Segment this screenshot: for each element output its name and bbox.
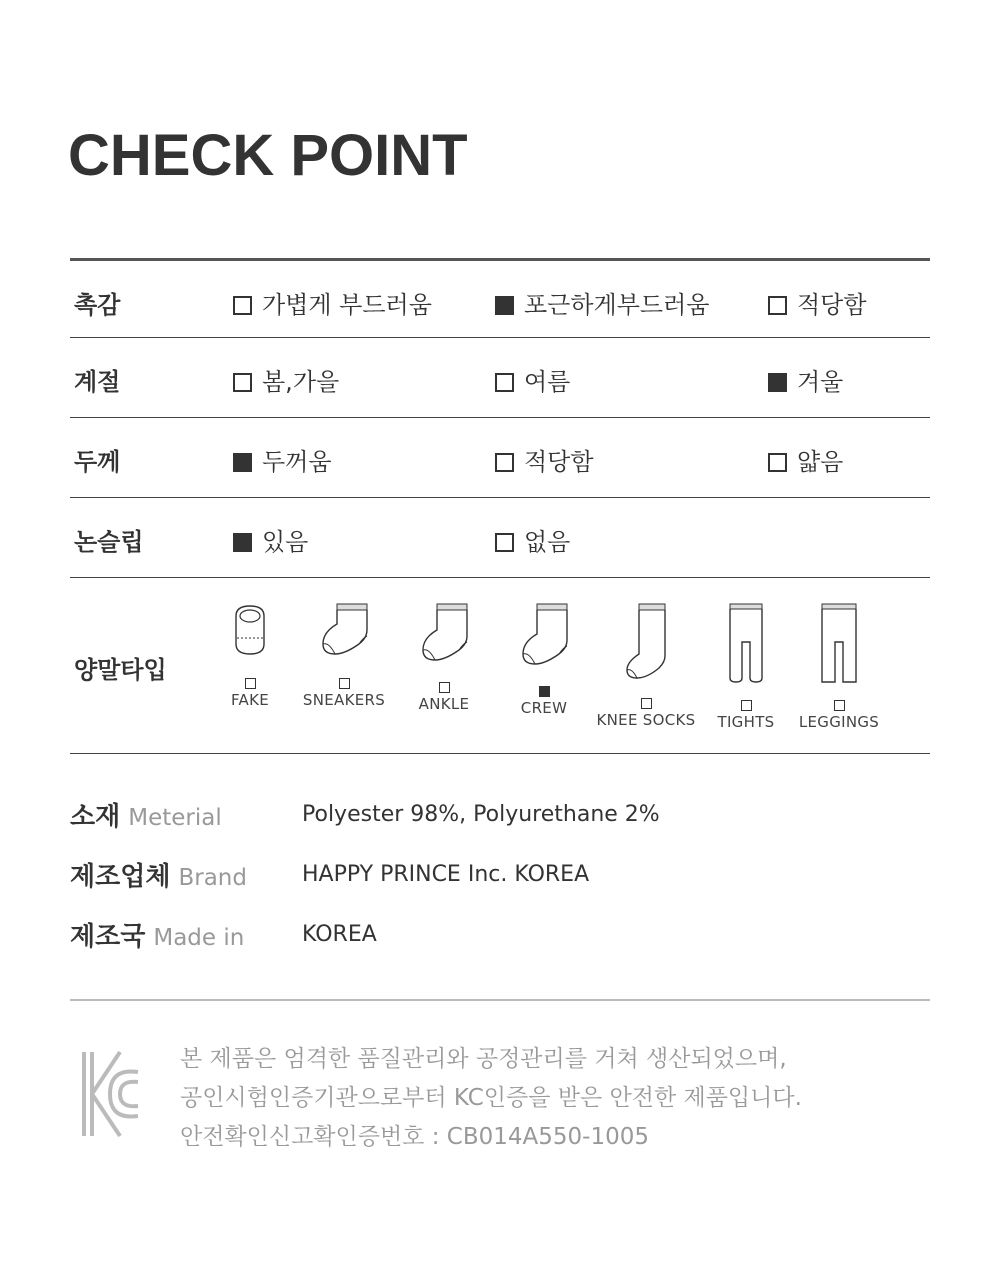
checkbox-unchecked	[233, 296, 252, 315]
option-thick: 두꺼움	[233, 442, 332, 477]
option-cozy-soft: 포근하게부드러움	[495, 285, 709, 320]
kc-mark-icon	[80, 1048, 142, 1144]
ankle-sock-icon	[419, 602, 469, 666]
option-summer: 여름	[495, 362, 570, 397]
checkbox-unchecked	[233, 373, 252, 392]
notice-line: 본 제품은 엄격한 품질관리와 공정관리를 거쳐 생산되었으며,	[180, 1046, 787, 1072]
row-sock-type	[70, 578, 930, 754]
fake-sock-icon	[230, 602, 270, 662]
checkbox-checked	[495, 296, 514, 315]
tights-icon	[726, 602, 766, 684]
row-texture	[70, 258, 930, 338]
checkbox-unchecked	[495, 533, 514, 552]
certificate-number: 안전확인신고확인증번호 : CB014A550-1005	[180, 1124, 649, 1150]
row-non-slip	[70, 498, 930, 578]
product-info	[70, 796, 930, 976]
sneakers-sock-icon	[319, 602, 369, 662]
checkbox-checked	[233, 453, 252, 472]
checkbox-unchecked	[768, 453, 787, 472]
row-label: 양말타입	[74, 656, 167, 684]
sock-type-tights: TIGHTS	[691, 602, 801, 731]
row-label: 촉감	[74, 291, 121, 319]
option-winter: 겨울	[768, 362, 843, 397]
sock-type-leggings: LEGGINGS	[784, 602, 894, 731]
info-label-en: Meterial	[128, 805, 222, 831]
certification-notice	[180, 1040, 802, 1157]
info-label-ko: 제조업체	[70, 862, 171, 892]
divider	[70, 999, 930, 1001]
checkbox-unchecked	[495, 453, 514, 472]
info-brand	[70, 856, 930, 916]
checkbox-unchecked	[834, 700, 845, 711]
checkbox-unchecked	[641, 698, 652, 709]
option-no: 없음	[495, 522, 570, 557]
sock-type-crew: CREW	[489, 602, 599, 717]
option-yes: 있음	[233, 522, 308, 557]
sock-type-ankle: ANKLE	[389, 602, 499, 713]
option-moderate: 적당함	[768, 285, 867, 320]
info-label-ko: 제조국	[70, 922, 146, 952]
info-value: Polyester 98%, Polyurethane 2%	[302, 802, 660, 827]
info-made-in	[70, 916, 930, 976]
row-label: 계절	[74, 368, 121, 396]
info-value: HAPPY PRINCE Inc. KOREA	[302, 862, 590, 887]
knee-sock-icon	[621, 602, 671, 682]
info-label-en: Brand	[178, 865, 247, 891]
info-value: KOREA	[302, 922, 377, 947]
checkbox-unchecked	[768, 296, 787, 315]
sock-type-knee: KNEE SOCKS	[591, 602, 701, 729]
checkbox-unchecked	[741, 700, 752, 711]
sock-type-sneakers: SNEAKERS	[289, 602, 399, 709]
page-title: CHECK POINT	[68, 123, 468, 188]
checkbox-checked	[233, 533, 252, 552]
option-medium: 적당함	[495, 442, 594, 477]
info-material	[70, 796, 930, 856]
row-label: 두께	[74, 448, 121, 476]
info-label-ko: 소재	[70, 802, 121, 832]
notice-line: 공인시험인증기관으로부터 KC인증을 받은 안전한 제품입니다.	[180, 1085, 802, 1111]
checkbox-unchecked	[245, 678, 256, 689]
option-spring-fall: 봄,가을	[233, 362, 339, 397]
checkbox-checked	[539, 686, 550, 697]
checkbox-unchecked	[339, 678, 350, 689]
row-thickness	[70, 418, 930, 498]
info-label-en: Made in	[153, 925, 245, 951]
row-season	[70, 338, 930, 418]
check-point-table	[70, 258, 930, 754]
leggings-icon	[819, 602, 859, 684]
row-label: 논슬립	[74, 528, 144, 556]
checkbox-checked	[768, 373, 787, 392]
option-light-soft: 가볍게 부드러움	[233, 285, 432, 320]
checkbox-unchecked	[495, 373, 514, 392]
option-thin: 얇음	[768, 442, 843, 477]
crew-sock-icon	[519, 602, 569, 670]
checkbox-unchecked	[439, 682, 450, 693]
sock-type-fake: FAKE	[195, 602, 305, 709]
